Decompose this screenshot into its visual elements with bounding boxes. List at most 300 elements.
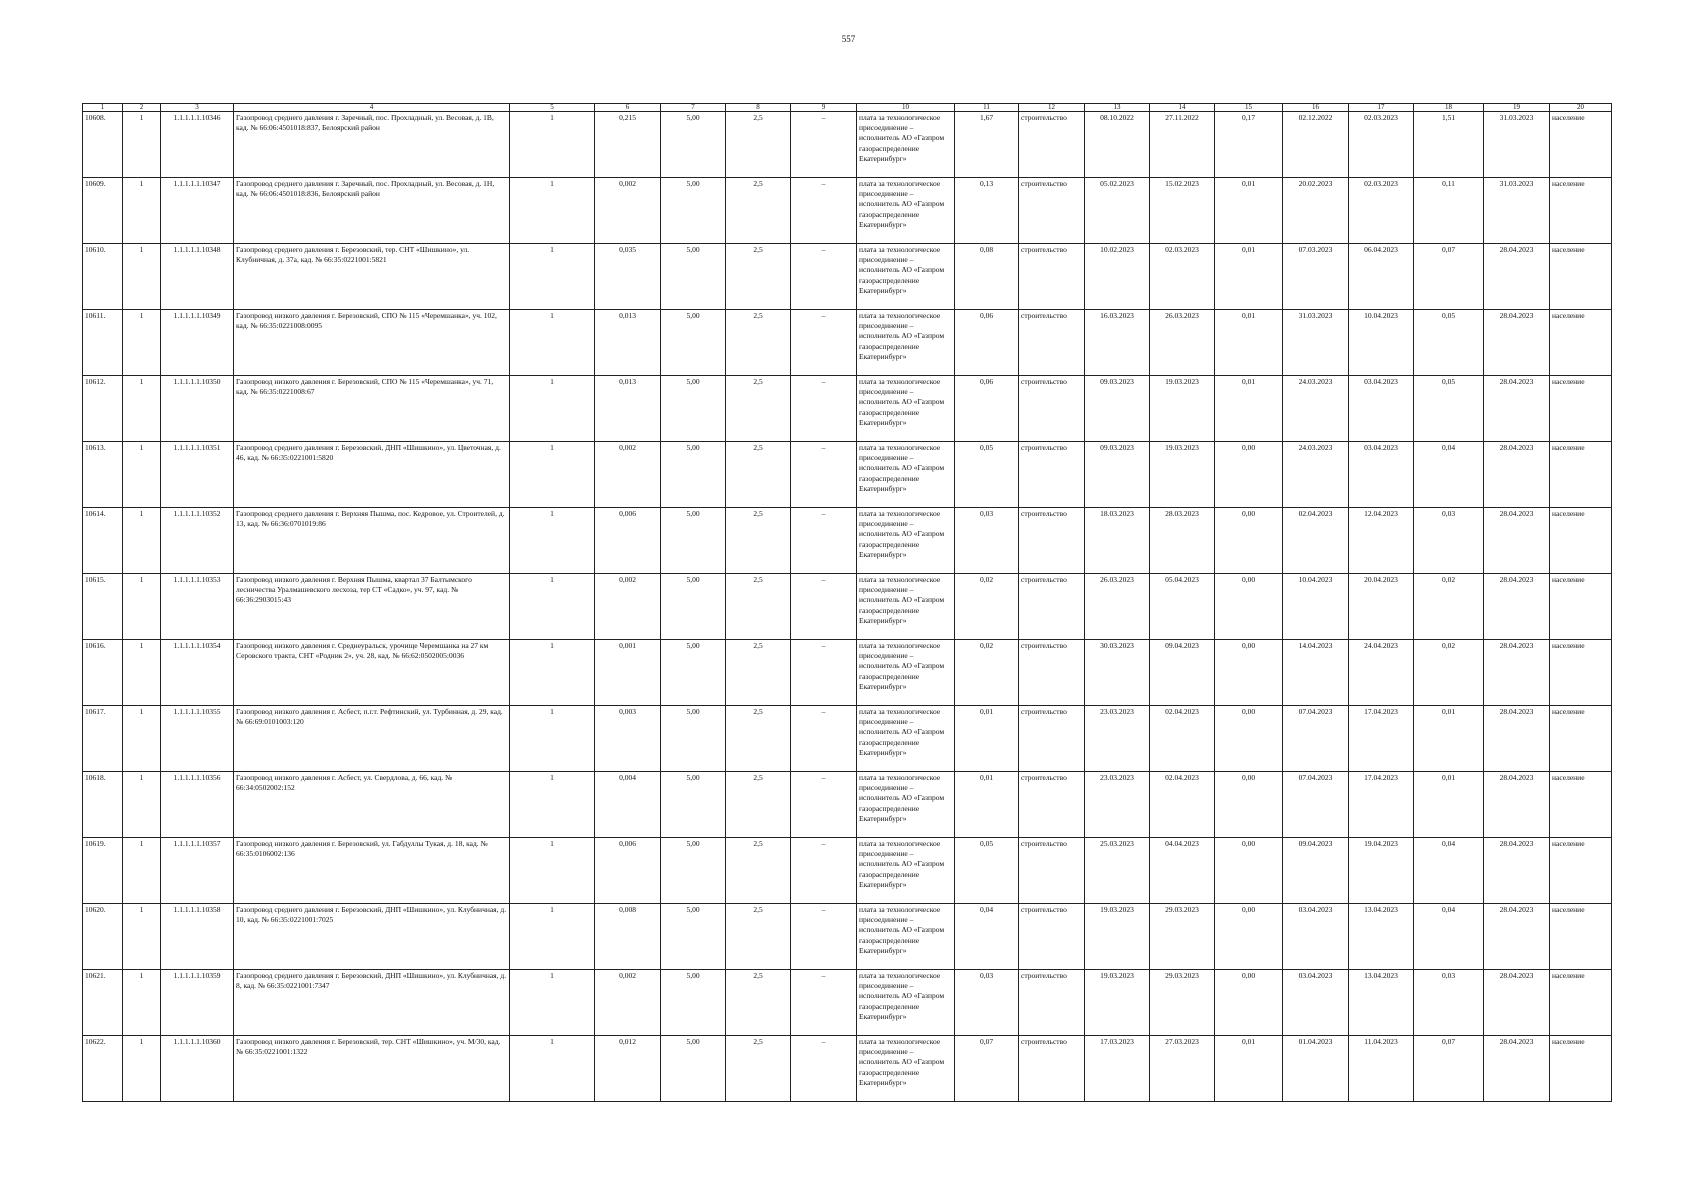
table-cell: 17.04.2023: [1349, 772, 1414, 838]
table-cell: 0,012: [595, 1036, 661, 1102]
table-cell: 09.03.2023: [1085, 442, 1150, 508]
table-cell: 0,00: [1215, 904, 1283, 970]
table-cell: 2,5: [726, 838, 791, 904]
table-cell: 0,00: [1215, 442, 1283, 508]
table-cell: 20.02.2023: [1283, 178, 1349, 244]
column-header: 12: [1019, 104, 1085, 112]
table-cell: 0,004: [595, 772, 661, 838]
table-cell: строительство: [1019, 442, 1085, 508]
table-row: [83, 838, 1612, 904]
table-cell: 10616.: [83, 640, 123, 706]
column-header: 6: [595, 104, 661, 112]
table-cell: 10622.: [83, 1036, 123, 1102]
table-cell: 28.04.2023: [1484, 574, 1550, 640]
table-cell: 28.04.2023: [1484, 442, 1550, 508]
table-cell: 11.04.2023: [1349, 1036, 1414, 1102]
table-cell: 0,07: [1414, 1036, 1484, 1102]
table-cell: Газопровод среднего давления г. Заречный, пос. Прохладный, ул. Весовая, д. 1Н, кад. № 66:06:4501018:836, Белоярский район: [234, 178, 510, 244]
table-cell: Газопровод среднего давления г. Березовский, ДНП «Шишкино», ул. Клубничная, д. 8, кад. № 66:35:0221001:7347: [234, 970, 510, 1036]
table-cell: 1.1.1.1.1.10351: [161, 442, 234, 508]
table-cell: 0,013: [595, 310, 661, 376]
table-cell: 24.03.2023: [1283, 376, 1349, 442]
table-row: [83, 640, 1612, 706]
table-cell: 17.03.2023: [1085, 1036, 1150, 1102]
table-cell: 28.04.2023: [1484, 244, 1550, 310]
table-cell: 2,5: [726, 508, 791, 574]
table-cell: строительство: [1019, 640, 1085, 706]
table-cell: 0,01: [1215, 244, 1283, 310]
table-cell: 09.03.2023: [1085, 376, 1150, 442]
table-cell: 0,17: [1215, 112, 1283, 178]
table-header: [83, 104, 1612, 112]
table-cell: –: [791, 112, 857, 178]
table-cell: 23.03.2023: [1085, 706, 1150, 772]
table-cell: 1: [123, 310, 161, 376]
table-cell: –: [791, 1036, 857, 1102]
table-cell: 0,003: [595, 706, 661, 772]
table-cell: 2,5: [726, 574, 791, 640]
table-cell: Газопровод низкого давления г. Асбест, ул. Свердлова, д. 66, кад. № 66:34:0502002:152: [234, 772, 510, 838]
column-header: 17: [1349, 104, 1414, 112]
table-cell: строительство: [1019, 178, 1085, 244]
table-cell: 02.04.2023: [1150, 772, 1215, 838]
column-header: 1: [83, 104, 123, 112]
table-cell: 5,00: [661, 640, 726, 706]
table-cell: 28.04.2023: [1484, 970, 1550, 1036]
table-cell: 0,07: [1414, 244, 1484, 310]
table-cell: 0,01: [1215, 310, 1283, 376]
table-cell: 0,00: [1215, 574, 1283, 640]
table-cell: 0,03: [955, 508, 1019, 574]
column-header: 8: [726, 104, 791, 112]
table-cell: 10.04.2023: [1349, 310, 1414, 376]
column-header: 16: [1283, 104, 1349, 112]
column-header: 9: [791, 104, 857, 112]
table-cell: 0,02: [955, 574, 1019, 640]
table-cell: –: [791, 574, 857, 640]
table-row: [83, 376, 1612, 442]
table-row: [83, 112, 1612, 178]
table-cell: 0,06: [955, 376, 1019, 442]
table-cell: Газопровод среднего давления г. Березовский, ДНП «Шишкино», ул. Цветочная, д. 46, кад. № 66:35:0221001:5820: [234, 442, 510, 508]
table-cell: 2,5: [726, 706, 791, 772]
table-cell: 0,002: [595, 442, 661, 508]
table-cell: 0,01: [1215, 178, 1283, 244]
table-cell: 19.03.2023: [1085, 970, 1150, 1036]
table-cell: 1: [123, 112, 161, 178]
table-cell: 03.04.2023: [1349, 376, 1414, 442]
table-cell: 0,00: [1215, 838, 1283, 904]
table-cell: население: [1550, 178, 1612, 244]
table-cell: 0,01: [1215, 376, 1283, 442]
column-header: 3: [161, 104, 234, 112]
table-cell: 10.04.2023: [1283, 574, 1349, 640]
table-cell: 15.02.2023: [1150, 178, 1215, 244]
table-cell: 28.04.2023: [1484, 640, 1550, 706]
table-cell: 10.02.2023: [1085, 244, 1150, 310]
table-cell: 2,5: [726, 772, 791, 838]
table-cell: 0,00: [1215, 772, 1283, 838]
table-cell: население: [1550, 706, 1612, 772]
table-cell: 1.1.1.1.1.10346: [161, 112, 234, 178]
table-cell: Газопровод низкого давления г. Березовский, тер. СНТ «Шишкино», уч. М/30, кад. № 66:35:0221001:1322: [234, 1036, 510, 1102]
table-cell: население: [1550, 1036, 1612, 1102]
table-cell: 02.04.2023: [1150, 706, 1215, 772]
table-cell: 08.10.2022: [1085, 112, 1150, 178]
table-row: [83, 178, 1612, 244]
table-cell: 1: [510, 706, 595, 772]
table-cell: население: [1550, 970, 1612, 1036]
table-cell: 10610.: [83, 244, 123, 310]
table-cell: 1.1.1.1.1.10347: [161, 178, 234, 244]
table-cell: плата за технологическое присоединение – исполнитель АО «Газпром газораспределение Екатеринбург»: [857, 640, 955, 706]
column-header: 2: [123, 104, 161, 112]
table-cell: 0,06: [955, 310, 1019, 376]
table-cell: население: [1550, 508, 1612, 574]
table-cell: 27.03.2023: [1150, 1036, 1215, 1102]
column-header: 20: [1550, 104, 1612, 112]
table-cell: 0,01: [955, 706, 1019, 772]
table-cell: 0,02: [1414, 574, 1484, 640]
table-cell: 0,002: [595, 970, 661, 1036]
table-cell: –: [791, 508, 857, 574]
table-cell: 1: [510, 970, 595, 1036]
table-cell: 12.04.2023: [1349, 508, 1414, 574]
table-row: [83, 574, 1612, 640]
page-number: 557: [841, 34, 856, 44]
table-cell: Газопровод среднего давления г. Заречный, пос. Прохладный, ул. Весовая, д. 1В, кад. № 66:06:4501018:837, Белоярский район: [234, 112, 510, 178]
table-cell: 1.1.1.1.1.10354: [161, 640, 234, 706]
table-cell: 1: [123, 838, 161, 904]
table-cell: 2,5: [726, 310, 791, 376]
column-header: 5: [510, 104, 595, 112]
column-header: 11: [955, 104, 1019, 112]
table-cell: строительство: [1019, 112, 1085, 178]
table-cell: 1: [123, 904, 161, 970]
table-cell: 5,00: [661, 508, 726, 574]
table-cell: 5,00: [661, 376, 726, 442]
table-cell: строительство: [1019, 508, 1085, 574]
table-cell: 0,04: [1414, 838, 1484, 904]
table-cell: 2,5: [726, 178, 791, 244]
table-cell: 1: [510, 112, 595, 178]
table-cell: 0,002: [595, 574, 661, 640]
table-cell: 0,006: [595, 838, 661, 904]
table-cell: 1: [123, 970, 161, 1036]
table-cell: 28.03.2023: [1150, 508, 1215, 574]
table-row: [83, 1036, 1612, 1102]
table-cell: 1.1.1.1.1.10357: [161, 838, 234, 904]
table-cell: 19.03.2023: [1085, 904, 1150, 970]
table-cell: 26.03.2023: [1150, 310, 1215, 376]
table-cell: 2,5: [726, 112, 791, 178]
table-cell: 0,01: [1414, 772, 1484, 838]
table-cell: население: [1550, 640, 1612, 706]
table-cell: 03.04.2023: [1349, 442, 1414, 508]
column-header: 19: [1484, 104, 1550, 112]
table-cell: 0,215: [595, 112, 661, 178]
table-cell: 0,00: [1215, 640, 1283, 706]
table-cell: плата за технологическое присоединение – исполнитель АО «Газпром газораспределение Екатеринбург»: [857, 112, 955, 178]
column-header: 18: [1414, 104, 1484, 112]
table-cell: 18.03.2023: [1085, 508, 1150, 574]
table-cell: плата за технологическое присоединение – исполнитель АО «Газпром газораспределение Екатеринбург»: [857, 310, 955, 376]
table-cell: 1: [123, 508, 161, 574]
table-cell: строительство: [1019, 1036, 1085, 1102]
table-cell: 28.04.2023: [1484, 772, 1550, 838]
table-cell: 0,03: [955, 970, 1019, 1036]
table-cell: 1: [123, 244, 161, 310]
table-cell: 0,04: [955, 904, 1019, 970]
table-cell: 10609.: [83, 178, 123, 244]
table-cell: строительство: [1019, 904, 1085, 970]
table-cell: население: [1550, 574, 1612, 640]
table-cell: 2,5: [726, 376, 791, 442]
table-cell: 03.04.2023: [1283, 904, 1349, 970]
table-cell: 23.03.2023: [1085, 772, 1150, 838]
column-header: 13: [1085, 104, 1150, 112]
table-cell: 14.04.2023: [1283, 640, 1349, 706]
table-cell: плата за технологическое присоединение – исполнитель АО «Газпром газораспределение Екатеринбург»: [857, 442, 955, 508]
table-cell: строительство: [1019, 772, 1085, 838]
table-cell: 20.04.2023: [1349, 574, 1414, 640]
table-cell: 0,03: [1414, 970, 1484, 1036]
table-cell: 0,04: [1414, 904, 1484, 970]
table-cell: 1: [510, 376, 595, 442]
table-cell: 05.02.2023: [1085, 178, 1150, 244]
table-cell: 09.04.2023: [1150, 640, 1215, 706]
table-cell: 0,05: [955, 838, 1019, 904]
table-cell: население: [1550, 838, 1612, 904]
table-cell: плата за технологическое присоединение – исполнитель АО «Газпром газораспределение Екатеринбург»: [857, 904, 955, 970]
table-cell: 10615.: [83, 574, 123, 640]
table-cell: 0,013: [595, 376, 661, 442]
table-cell: строительство: [1019, 970, 1085, 1036]
table-row: [83, 970, 1612, 1036]
table-cell: 16.03.2023: [1085, 310, 1150, 376]
table-cell: плата за технологическое присоединение – исполнитель АО «Газпром газораспределение Екатеринбург»: [857, 838, 955, 904]
table-cell: население: [1550, 376, 1612, 442]
table-cell: 2,5: [726, 244, 791, 310]
table-cell: 0,01: [955, 772, 1019, 838]
table-cell: строительство: [1019, 574, 1085, 640]
table-cell: 5,00: [661, 574, 726, 640]
table-cell: 0,00: [1215, 970, 1283, 1036]
table-cell: 1.1.1.1.1.10358: [161, 904, 234, 970]
table-cell: 1.1.1.1.1.10349: [161, 310, 234, 376]
table-cell: 5,00: [661, 904, 726, 970]
table-cell: –: [791, 376, 857, 442]
table-cell: 29.03.2023: [1150, 970, 1215, 1036]
table-cell: 0,04: [1414, 442, 1484, 508]
table-cell: 10618.: [83, 772, 123, 838]
table-cell: 10620.: [83, 904, 123, 970]
column-header: 10: [857, 104, 955, 112]
table-cell: 0,11: [1414, 178, 1484, 244]
table-cell: 19.04.2023: [1349, 838, 1414, 904]
table-cell: 0,05: [1414, 376, 1484, 442]
header-row: [83, 104, 1612, 112]
table-cell: 0,13: [955, 178, 1019, 244]
table-cell: 1: [123, 706, 161, 772]
table-cell: 04.04.2023: [1150, 838, 1215, 904]
table-cell: 10621.: [83, 970, 123, 1036]
table-cell: 0,002: [595, 178, 661, 244]
table-cell: плата за технологическое присоединение – исполнитель АО «Газпром газораспределение Екатеринбург»: [857, 772, 955, 838]
table-cell: –: [791, 244, 857, 310]
table-cell: 1: [510, 178, 595, 244]
table-cell: 1.1.1.1.1.10359: [161, 970, 234, 1036]
table-cell: 0,02: [1414, 640, 1484, 706]
table-cell: 07.03.2023: [1283, 244, 1349, 310]
table-cell: 1.1.1.1.1.10348: [161, 244, 234, 310]
table-cell: плата за технологическое присоединение – исполнитель АО «Газпром газораспределение Екатеринбург»: [857, 376, 955, 442]
table-cell: 5,00: [661, 178, 726, 244]
table-cell: строительство: [1019, 310, 1085, 376]
table-cell: –: [791, 310, 857, 376]
table-row: [83, 244, 1612, 310]
table-cell: 30.03.2023: [1085, 640, 1150, 706]
table-cell: Газопровод низкого давления г. Березовский, СПО № 115 «Черемшанка», уч. 71, кад. № 66:35:0221008:67: [234, 376, 510, 442]
table-cell: плата за технологическое присоединение – исполнитель АО «Газпром газораспределение Екатеринбург»: [857, 574, 955, 640]
table-row: [83, 508, 1612, 574]
table-cell: 2,5: [726, 640, 791, 706]
table-cell: 5,00: [661, 442, 726, 508]
table-cell: 31.03.2023: [1484, 112, 1550, 178]
table-cell: 1: [510, 772, 595, 838]
table-cell: 24.04.2023: [1349, 640, 1414, 706]
table-cell: 1: [123, 178, 161, 244]
column-header: 15: [1215, 104, 1283, 112]
table-cell: 28.04.2023: [1484, 838, 1550, 904]
table-cell: 0,008: [595, 904, 661, 970]
table-cell: 1: [510, 574, 595, 640]
table-row: [83, 310, 1612, 376]
table-cell: 2,5: [726, 904, 791, 970]
table-cell: 27.11.2022: [1150, 112, 1215, 178]
table-cell: население: [1550, 244, 1612, 310]
table-cell: 01.04.2023: [1283, 1036, 1349, 1102]
table-cell: 0,02: [955, 640, 1019, 706]
table-row: [83, 772, 1612, 838]
table-cell: 10614.: [83, 508, 123, 574]
table-cell: 02.04.2023: [1283, 508, 1349, 574]
table-cell: 5,00: [661, 838, 726, 904]
table-cell: 17.04.2023: [1349, 706, 1414, 772]
table-cell: плата за технологическое присоединение – исполнитель АО «Газпром газораспределение Екатеринбург»: [857, 970, 955, 1036]
table-cell: 1: [510, 640, 595, 706]
table-cell: плата за технологическое присоединение – исполнитель АО «Газпром газораспределение Екатеринбург»: [857, 1036, 955, 1102]
table-cell: население: [1550, 442, 1612, 508]
table-cell: 5,00: [661, 310, 726, 376]
table-cell: 1.1.1.1.1.10355: [161, 706, 234, 772]
table-cell: 0,01: [1414, 706, 1484, 772]
column-header: 7: [661, 104, 726, 112]
table-cell: 0,035: [595, 244, 661, 310]
table-cell: –: [791, 178, 857, 244]
table-body: [83, 112, 1612, 1102]
table-cell: 31.03.2023: [1484, 178, 1550, 244]
table-cell: 10613.: [83, 442, 123, 508]
table-cell: 28.04.2023: [1484, 508, 1550, 574]
table-cell: плата за технологическое присоединение – исполнитель АО «Газпром газораспределение Екатеринбург»: [857, 178, 955, 244]
table-cell: 05.04.2023: [1150, 574, 1215, 640]
table-cell: 0,00: [1215, 706, 1283, 772]
table-cell: 0,05: [1414, 310, 1484, 376]
table-cell: 19.03.2023: [1150, 442, 1215, 508]
table-cell: 1: [123, 640, 161, 706]
table-cell: 5,00: [661, 772, 726, 838]
column-header: 4: [234, 104, 510, 112]
table-cell: 10619.: [83, 838, 123, 904]
table-cell: 28.04.2023: [1484, 1036, 1550, 1102]
table-cell: Газопровод низкого давления г. Асбест, п.г.т. Рефтинский, ул. Турбинная, д. 29, кад. № 66:69:0101003:120: [234, 706, 510, 772]
table-cell: Газопровод низкого давления г. Среднеуральск, урочище Черемшанка на 27 км Серовского тракта, СНТ «Родник 2», уч. 28, кад. № 66:62:0502005:0036: [234, 640, 510, 706]
table-cell: –: [791, 442, 857, 508]
table-cell: строительство: [1019, 706, 1085, 772]
table-cell: 2,5: [726, 970, 791, 1036]
table-cell: 09.04.2023: [1283, 838, 1349, 904]
table-cell: 2,5: [726, 1036, 791, 1102]
table-cell: –: [791, 904, 857, 970]
table-cell: –: [791, 706, 857, 772]
table-cell: Газопровод низкого давления г. Березовский, ул. Габдуллы Тукая, д. 18, кад. № 66:35:0106002:136: [234, 838, 510, 904]
table-cell: 29.03.2023: [1150, 904, 1215, 970]
table-row: [83, 904, 1612, 970]
table-cell: население: [1550, 904, 1612, 970]
table-cell: 5,00: [661, 244, 726, 310]
table-cell: 0,03: [1414, 508, 1484, 574]
table-cell: 07.04.2023: [1283, 772, 1349, 838]
table-cell: Газопровод низкого давления г. Березовский, СПО № 115 «Черемшанка», уч. 102, кад. № 66:35:0221008:0095: [234, 310, 510, 376]
table-cell: 5,00: [661, 112, 726, 178]
table-cell: Газопровод среднего давления г. Верхняя Пышма, пос. Кедровое, ул. Строителей, д. 13, кад. № 66:36:0701019:86: [234, 508, 510, 574]
table-cell: 28.04.2023: [1484, 904, 1550, 970]
table-cell: строительство: [1019, 376, 1085, 442]
table-cell: 5,00: [661, 1036, 726, 1102]
table-cell: 5,00: [661, 970, 726, 1036]
table-cell: 0,01: [1215, 1036, 1283, 1102]
table-cell: строительство: [1019, 244, 1085, 310]
table-cell: –: [791, 640, 857, 706]
table-cell: 07.04.2023: [1283, 706, 1349, 772]
table-cell: 1: [510, 310, 595, 376]
table-cell: 0,05: [955, 442, 1019, 508]
table-cell: плата за технологическое присоединение – исполнитель АО «Газпром газораспределение Екатеринбург»: [857, 706, 955, 772]
table-cell: 02.03.2023: [1349, 112, 1414, 178]
table-cell: Газопровод среднего давления г. Березовский, ДНП «Шишкино», ул. Клубничная, д. 10, кад. № 66:35:0221001:7025: [234, 904, 510, 970]
table-cell: 13.04.2023: [1349, 970, 1414, 1036]
table-cell: 1.1.1.1.1.10352: [161, 508, 234, 574]
table-row: [83, 442, 1612, 508]
table-cell: 1: [123, 1036, 161, 1102]
table-cell: 1: [123, 442, 161, 508]
table-cell: 02.03.2023: [1150, 244, 1215, 310]
table-cell: 31.03.2023: [1283, 310, 1349, 376]
table-cell: население: [1550, 310, 1612, 376]
table-cell: 02.03.2023: [1349, 178, 1414, 244]
table-cell: 13.04.2023: [1349, 904, 1414, 970]
table-cell: население: [1550, 112, 1612, 178]
table-cell: Газопровод среднего давления г. Березовский, тер. СНТ «Шишкино», ул. Клубничная, д. 37а, кад. № 66:35:0221001:5821: [234, 244, 510, 310]
table-cell: 25.03.2023: [1085, 838, 1150, 904]
table-cell: 1.1.1.1.1.10356: [161, 772, 234, 838]
table-cell: 02.12.2022: [1283, 112, 1349, 178]
table-cell: 28.04.2023: [1484, 310, 1550, 376]
table-row: [83, 706, 1612, 772]
table-cell: 1.1.1.1.1.10353: [161, 574, 234, 640]
table-cell: 28.04.2023: [1484, 706, 1550, 772]
